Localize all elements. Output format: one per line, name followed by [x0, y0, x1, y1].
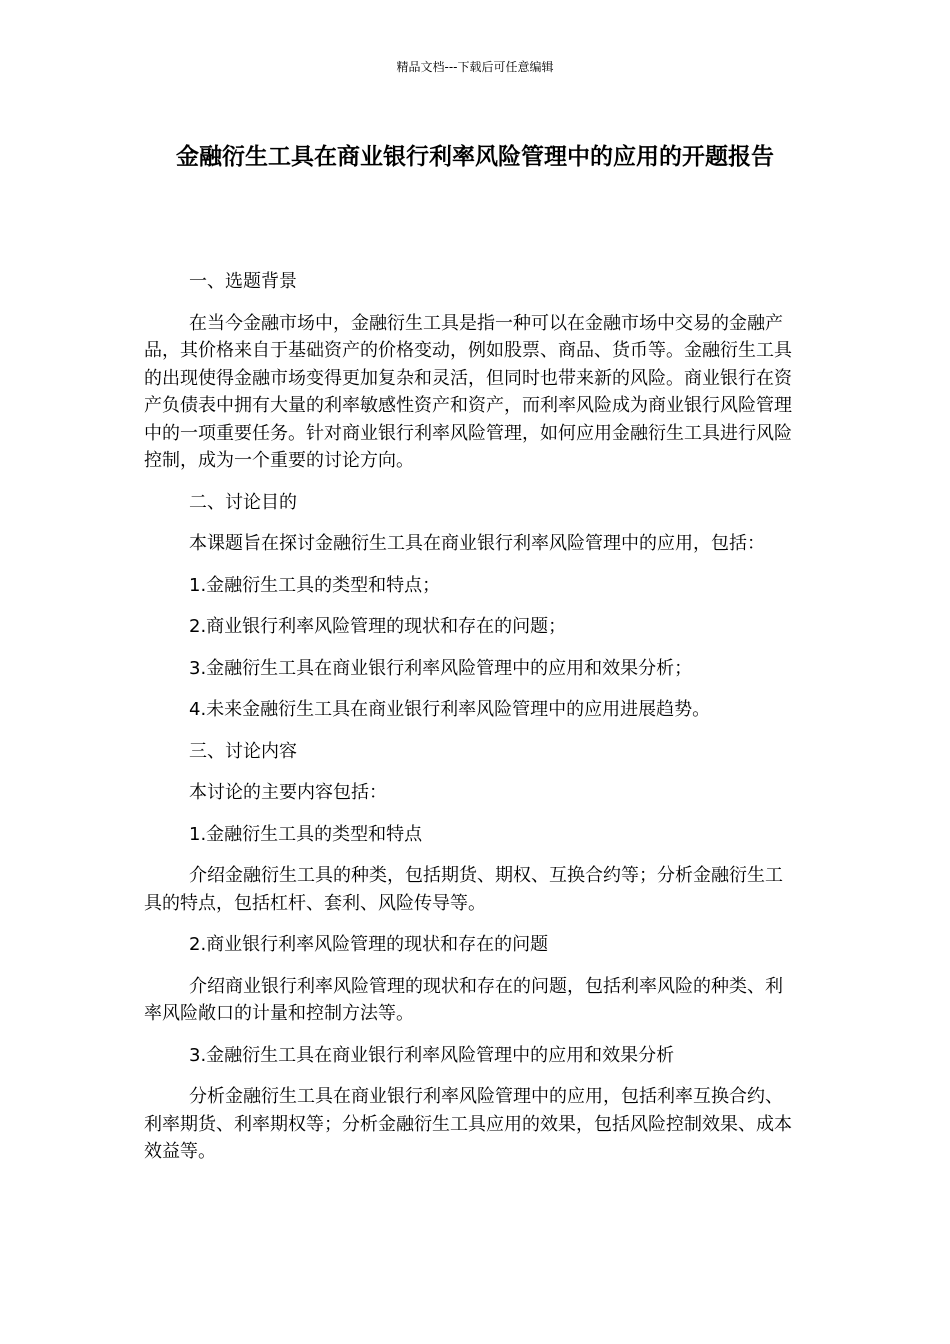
list-item-purpose-2: 2.商业银行利率风险管理的现状和存在的问题； — [189, 616, 567, 637]
subheading-content-1: 1.金融衍生工具的类型和特点 — [189, 823, 423, 845]
paragraph-background: 在当今金融市场中，金融衍生工具是指一种可以在金融市场中交易的金融产品，其价格来自于基础资产的价格变动，例如股票、商品、货币等。金融衍生工具的出现使得金融市场变得更加复杂和灵活，但同时也带来新的风险。商业银行在资产负债表中拥有大量的利率敏感性资产和资产，而利率风险成为商业银行风险管理中的一项重要任务。针对商业银行利率风险管理，如何应用金融衍生工具进行风险控制，成为一个重要的讨论方向。 — [144, 312, 792, 471]
header-note: 精品文档---下载后可任意编辑 — [396, 60, 554, 74]
list-item-purpose-4: 4.未来金融衍生工具在商业银行利率风险管理中的应用进展趋势。 — [189, 699, 711, 720]
subheading-content-3: 3.金融衍生工具在商业银行利率风险管理中的应用和效果分析 — [189, 1044, 675, 1066]
document-title: 金融衍生工具在商业银行利率风险管理中的应用的开题报告 — [176, 144, 774, 170]
paragraph-content-intro: 本讨论的主要内容包括： — [189, 782, 387, 803]
list-item-purpose-3: 3.金融衍生工具在商业银行利率风险管理中的应用和效果分析； — [189, 657, 693, 679]
list-item-purpose-1: 1.金融衍生工具的类型和特点； — [189, 574, 441, 596]
paragraph-content-2: 介绍商业银行利率风险管理的现状和存在的问题，包括利率风险的种类、利率风险敞口的计量和控制方法等。 — [144, 975, 783, 1024]
document-body — [144, 268, 794, 1180]
section-heading-background: 一、选题背景 — [189, 271, 297, 292]
subheading-content-2: 2.商业银行利率风险管理的现状和存在的问题 — [189, 934, 549, 955]
paragraph-purpose-intro: 本课题旨在探讨金融衍生工具在商业银行利率风险管理中的应用，包括： — [189, 533, 765, 554]
section-heading-purpose: 二、讨论目的 — [189, 491, 297, 513]
section-heading-content: 三、讨论内容 — [189, 740, 297, 762]
paragraph-content-3: 分析金融衍生工具在商业银行利率风险管理中的应用，包括利率互换合约、利率期货、利率期权等；分析金融衍生工具应用的效果，包括风险控制效果、成本效益等。 — [144, 1086, 792, 1162]
paragraph-content-1: 介绍金融衍生工具的种类，包括期货、期权、互换合约等；分析金融衍生工具的特点，包括杠杆、套利、风险传导等。 — [144, 865, 783, 914]
